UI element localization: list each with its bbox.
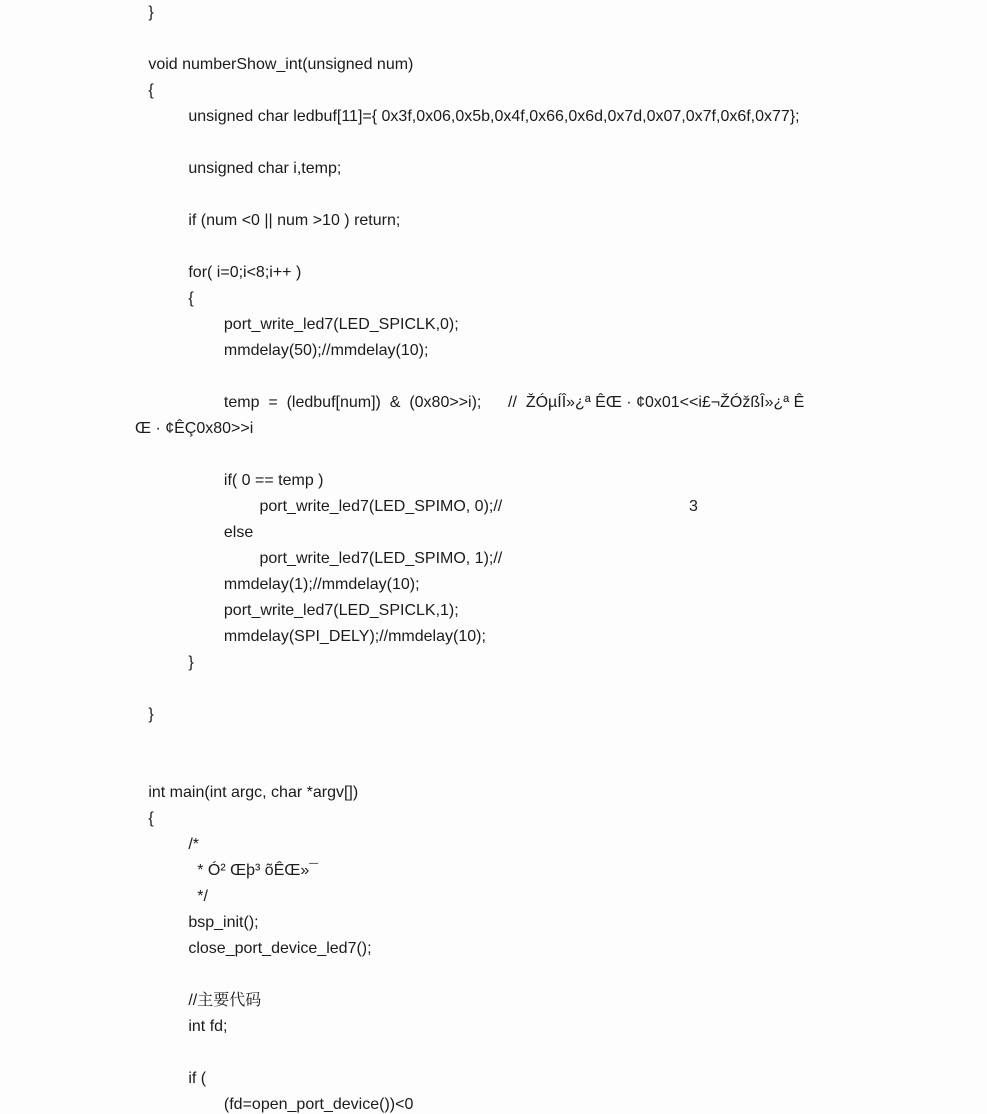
code-line bbox=[135, 1040, 987, 1066]
code-line: port_write_led7(LED_SPICLK,0); bbox=[135, 316, 459, 333]
code-line: temp = (ledbuf[num]) & (0x80>>i); // ŽÓµÍÎ»¿ª ÊŒ · ¢0x01<<i£¬ŽÓžßÎ»¿ª Ê bbox=[135, 394, 805, 411]
code-line: /* bbox=[135, 836, 200, 853]
code-line: void numberShow_int(unsigned num) bbox=[135, 56, 414, 73]
code-line: */ bbox=[135, 888, 208, 905]
code-line bbox=[135, 234, 987, 260]
code-line: } bbox=[135, 706, 154, 723]
code-line: { bbox=[135, 290, 194, 307]
code-line bbox=[135, 442, 987, 468]
code-line bbox=[135, 754, 987, 780]
code-line: * Ó² Œþ³ õÊŒ»¯ bbox=[135, 862, 319, 879]
code-line: { bbox=[135, 82, 154, 99]
code-line: { bbox=[135, 810, 154, 827]
code-line: mmdelay(1);//mmdelay(10); bbox=[135, 576, 420, 593]
code-line bbox=[135, 364, 987, 390]
code-line: (fd=open_port_device())<0 bbox=[135, 1096, 414, 1113]
code-line: if ( bbox=[135, 1070, 207, 1087]
code-line: mmdelay(SPI_DELY);//mmdelay(10); bbox=[135, 628, 486, 645]
code-line: mmdelay(50);//mmdelay(10); bbox=[135, 342, 429, 359]
code-line: int fd; bbox=[135, 1018, 228, 1035]
code-line: int main(int argc, char *argv[]) bbox=[135, 784, 359, 801]
code-line: port_write_led7(LED_SPIMO, 0);// 3 bbox=[135, 498, 698, 515]
code-line: Œ · ¢ÊÇ0x80>>i bbox=[135, 420, 254, 437]
code-line: port_write_led7(LED_SPIMO, 1);// bbox=[135, 550, 503, 567]
code-line bbox=[135, 962, 987, 988]
code-line: } bbox=[135, 4, 154, 21]
code-line: unsigned char i,temp; bbox=[135, 160, 342, 177]
code-line bbox=[135, 26, 987, 52]
code-line: if (num <0 || num >10 ) return; bbox=[135, 212, 401, 229]
code-line: else bbox=[135, 524, 254, 541]
code-line: bsp_init(); bbox=[135, 914, 259, 931]
code-line: } bbox=[135, 654, 194, 671]
code-line: unsigned char ledbuf[11]={ 0x3f,0x06,0x5b,0x4f,0x66,0x6d,0x7d,0x07,0x7f,0x6f,0x77}; bbox=[135, 108, 800, 125]
code-line bbox=[135, 676, 987, 702]
code-line bbox=[135, 182, 987, 208]
code-line: if( 0 == temp ) bbox=[135, 472, 324, 489]
code-line bbox=[135, 728, 987, 754]
code-line: for( i=0;i<8;i++ ) bbox=[135, 264, 302, 281]
code-line bbox=[135, 130, 987, 156]
code-line: port_write_led7(LED_SPICLK,1); bbox=[135, 602, 459, 619]
code-line: //主要代码 bbox=[135, 992, 262, 1009]
code-line: close_port_device_led7(); bbox=[135, 940, 372, 957]
